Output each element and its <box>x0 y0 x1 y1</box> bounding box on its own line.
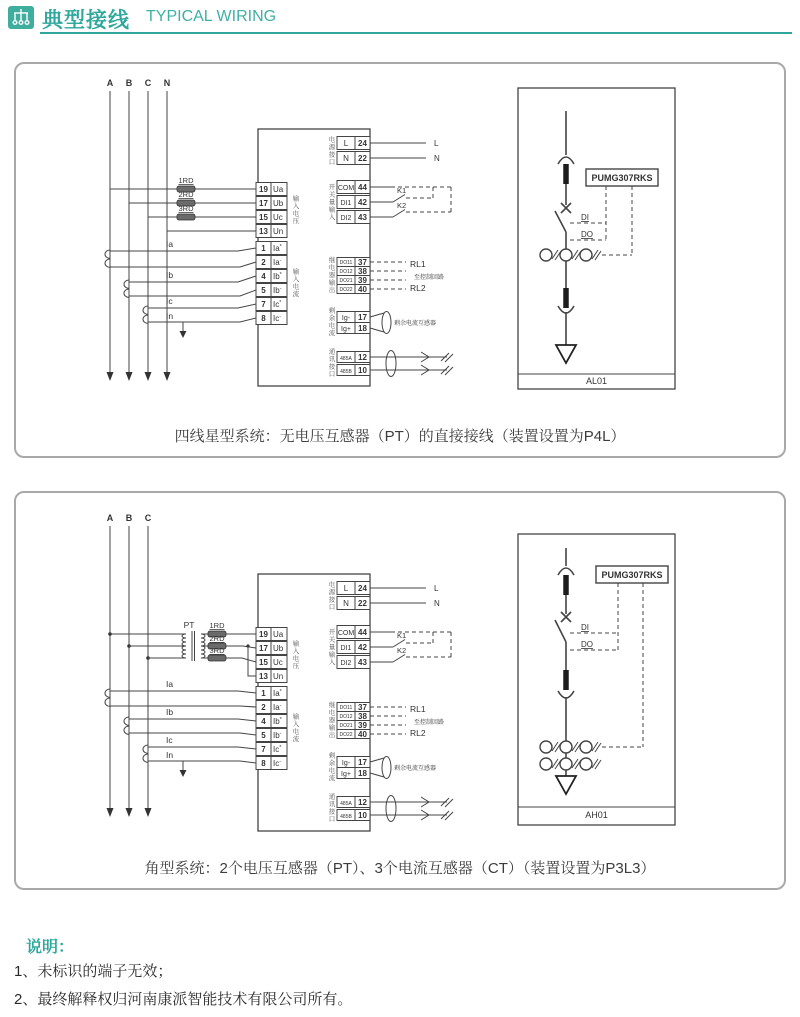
power-line-l: L <box>434 584 439 593</box>
d2-wire-ic: Ic <box>166 735 173 745</box>
term-name: DI2 <box>340 215 352 222</box>
term-no: 22 <box>358 599 367 608</box>
term-name: DO11 <box>339 705 353 711</box>
term-name: COM <box>337 185 355 192</box>
term-name: Ua <box>273 630 284 639</box>
d2-phase-b: B <box>125 513 133 523</box>
diagram2-caption: 角型系统：2个电压互感器（PT）、3个电流互感器（CT）（装置设置为P3L3） <box>144 860 656 877</box>
term-pol: * <box>279 717 282 723</box>
term-no: 1 <box>261 244 266 253</box>
term-no: 4 <box>261 272 266 281</box>
group-residual: 剩余电流 <box>327 752 335 782</box>
term-no: 2 <box>261 703 266 712</box>
term-name: Ic <box>273 300 280 309</box>
d1-wire-ia: Ia <box>166 239 174 249</box>
d1-phase-lines <box>106 78 174 381</box>
term-name: DO22 <box>339 287 353 293</box>
term-name: Ub <box>273 199 284 208</box>
term-no: 15 <box>259 213 268 222</box>
term-no: 24 <box>358 584 367 593</box>
d1-phase-c: C <box>144 78 152 88</box>
term-name: Un <box>273 227 284 236</box>
term-no: 5 <box>261 731 266 740</box>
group-comm: 通讯接口 <box>327 793 335 823</box>
term-no: 12 <box>358 798 367 807</box>
power-line-n: N <box>434 599 440 608</box>
note-item-2: 2、最终解释权归河南康派智能技术有限公司所有。 <box>14 991 353 1008</box>
group-power: 电源接口 <box>327 136 335 166</box>
term-name: DO22 <box>339 732 353 738</box>
term-no: 8 <box>261 314 266 323</box>
term-pol: * <box>279 300 282 306</box>
term-name: Ic <box>273 745 280 754</box>
wiring-icon <box>8 6 34 29</box>
term-no: 37 <box>358 258 367 267</box>
term-no: 15 <box>259 658 268 667</box>
term-name: 485A <box>340 356 352 362</box>
device-label: PUMG307RKS <box>591 173 653 183</box>
switch-k2: K2 <box>397 201 407 210</box>
d1-meter-block <box>256 129 453 386</box>
term-name: DO21 <box>339 278 353 284</box>
group-power: 电源接口 <box>327 581 335 611</box>
d2-fuse-2rd: 2RD <box>209 634 225 643</box>
pt-label: PT <box>183 620 195 630</box>
term-no: 17 <box>259 644 268 653</box>
group-current-input: 输入电流 <box>291 268 299 298</box>
term-name: Un <box>273 672 284 681</box>
term-name: Ib <box>273 731 280 740</box>
d2-phase-a: A <box>106 513 114 523</box>
term-name: Uc <box>273 658 283 667</box>
term-pol: * <box>279 745 282 751</box>
term-name: Ic <box>273 314 280 323</box>
term-no: 2 <box>261 258 266 267</box>
term-name: DO12 <box>339 714 353 720</box>
group-voltage-input: 输入电压 <box>291 640 299 670</box>
term-no: 22 <box>358 154 367 163</box>
group-comm: 通讯接口 <box>327 348 335 378</box>
term-name: DO11 <box>339 260 353 266</box>
term-no: 40 <box>358 285 367 294</box>
group-current-input: 输入电流 <box>291 713 299 743</box>
relay-note: 至控制回路 <box>414 275 445 281</box>
d2-wire-ib: Ib <box>166 707 174 717</box>
device-label: PUMG307RKS <box>601 570 663 580</box>
term-name: L <box>343 139 349 148</box>
term-no: 42 <box>358 198 367 207</box>
term-name: Ib <box>273 286 280 295</box>
term-name: Ib <box>273 717 280 726</box>
switch-k1: K1 <box>397 631 407 640</box>
residual-ct-label: 剩余电流互感器 <box>394 321 437 327</box>
residual-ct-label: 剩余电流互感器 <box>394 766 437 772</box>
diagram2-svg <box>16 493 780 851</box>
term-no: 37 <box>358 703 367 712</box>
d1-phase-b: B <box>125 78 133 88</box>
relay-note: 至控制回路 <box>414 720 445 726</box>
term-no: 43 <box>358 658 367 667</box>
term-no: 17 <box>358 313 367 322</box>
term-no: 7 <box>261 745 266 754</box>
header-underline <box>40 32 792 34</box>
do-label: DO <box>581 640 593 649</box>
do-label: DO <box>581 230 593 239</box>
d1-wire-ib: Ib <box>166 270 174 280</box>
term-pol: - <box>279 314 282 320</box>
notes-title: 说明： <box>26 939 75 956</box>
term-name: Ig- <box>341 760 351 767</box>
term-name: N <box>343 599 349 608</box>
term-name: DI1 <box>340 200 352 207</box>
group-residual: 剩余电流 <box>327 307 335 337</box>
term-no: 44 <box>358 183 367 192</box>
term-no: 17 <box>358 758 367 767</box>
term-pol: * <box>279 244 282 250</box>
term-name: 485A <box>340 801 352 807</box>
term-pol: - <box>279 703 282 709</box>
term-no: 5 <box>261 286 266 295</box>
term-name: Ic <box>273 759 280 768</box>
term-no: 13 <box>259 672 268 681</box>
d2-current-wiring <box>105 679 256 777</box>
cabinet-label: AH01 <box>585 810 608 820</box>
term-no: 18 <box>358 769 367 778</box>
diagram1-caption: 四线星型系统：无电压互感器（PT）的直接接线（装置设置为P4L） <box>174 428 626 445</box>
term-name: 485B <box>340 369 352 375</box>
d2-phase-lines <box>107 513 152 817</box>
d1-wire-in: In <box>166 311 174 321</box>
term-name: Ua <box>273 185 284 194</box>
cabinet-label: AL01 <box>585 376 608 386</box>
term-no: 1 <box>261 689 266 698</box>
term-no: 19 <box>259 630 268 639</box>
term-name: Ig+ <box>341 326 351 333</box>
term-no: 7 <box>261 300 266 309</box>
switch-k1: K1 <box>397 186 407 195</box>
d2-pt-wiring <box>108 620 256 676</box>
note-item-1: 1、未标识的端子无效； <box>14 963 173 980</box>
d1-wire-ic: Ic <box>166 296 173 306</box>
group-relay-output: 继电器输出 <box>327 256 335 294</box>
term-pol: - <box>279 731 282 737</box>
term-no: 39 <box>358 721 367 730</box>
term-no: 40 <box>358 730 367 739</box>
term-name: 485B <box>340 814 352 820</box>
term-no: 44 <box>358 628 367 637</box>
term-no: 18 <box>358 324 367 333</box>
term-no: 4 <box>261 717 266 726</box>
d2-phase-c: C <box>144 513 152 523</box>
d1-voltage-wiring <box>110 176 256 231</box>
term-name: Ia <box>273 689 280 698</box>
term-name: N <box>343 154 349 163</box>
di-label: DI <box>581 213 589 222</box>
relay-rl1: RL1 <box>410 259 426 269</box>
d2-fuse-3rd: 3RD <box>209 646 225 655</box>
term-name: Ub <box>273 644 284 653</box>
term-name: DO21 <box>339 723 353 729</box>
d2-ground-symbol <box>180 770 187 777</box>
term-no: 43 <box>358 213 367 222</box>
diagram2-box <box>14 491 786 890</box>
d1-fuse-1rd: 1RD <box>178 176 194 185</box>
term-no: 10 <box>358 366 367 375</box>
d2-wire-ia: Ia <box>166 679 174 689</box>
term-no: 24 <box>358 139 367 148</box>
d1-fuse-2rd: 2RD <box>178 190 194 199</box>
term-no: 17 <box>259 199 268 208</box>
group-voltage-input: 输入电压 <box>291 195 299 225</box>
diagram1-svg <box>16 64 780 419</box>
term-name: DI1 <box>340 645 352 652</box>
term-name: Ig- <box>341 315 351 322</box>
term-name: Ia <box>273 703 280 712</box>
d1-fuse-3rd: 3RD <box>178 204 194 213</box>
term-name: Ia <box>273 244 280 253</box>
relay-rl2: RL2 <box>410 728 426 738</box>
power-line-l: L <box>434 139 439 148</box>
term-pol: - <box>279 759 282 765</box>
d1-ground-symbol <box>180 331 187 338</box>
term-no: 8 <box>261 759 266 768</box>
term-no: 38 <box>358 267 367 276</box>
term-name: L <box>343 584 349 593</box>
di-label: DI <box>581 623 589 632</box>
d2-wire-in: In <box>166 750 174 760</box>
page-title-en: TYPICAL WIRING <box>146 8 277 25</box>
term-name: Uc <box>273 213 283 222</box>
diagram1-box <box>14 62 786 458</box>
d1-switchgear-panel <box>518 88 675 389</box>
term-no: 38 <box>358 712 367 721</box>
group-digital-input: 开关量输入 <box>327 628 335 666</box>
term-pol: * <box>279 272 282 278</box>
term-pol: - <box>279 286 282 292</box>
power-line-n: N <box>434 154 440 163</box>
term-name: DI2 <box>340 660 352 667</box>
relay-rl1: RL1 <box>410 704 426 714</box>
term-no: 13 <box>259 227 268 236</box>
group-digital-input: 开关量输入 <box>327 183 335 221</box>
term-name: COM <box>337 630 355 637</box>
d1-phase-n: N <box>163 78 171 88</box>
term-no: 39 <box>358 276 367 285</box>
switch-k2: K2 <box>397 646 407 655</box>
term-no: 10 <box>358 811 367 820</box>
term-pol: * <box>279 689 282 695</box>
term-no: 19 <box>259 185 268 194</box>
term-name: Ia <box>273 258 280 267</box>
term-no: 12 <box>358 353 367 362</box>
term-pol: - <box>279 258 282 264</box>
term-name: DO12 <box>339 269 353 275</box>
d2-fuse-1rd: 1RD <box>209 621 225 630</box>
d1-current-wiring <box>105 239 256 338</box>
d2-switchgear-panel <box>518 534 675 825</box>
d1-phase-a: A <box>106 78 114 88</box>
d2-meter-block <box>256 574 453 831</box>
group-relay-output: 继电器输出 <box>327 701 335 739</box>
relay-rl2: RL2 <box>410 283 426 293</box>
term-no: 42 <box>358 643 367 652</box>
term-name: Ib <box>273 272 280 281</box>
page-title-zh: 典型接线 <box>42 9 130 32</box>
term-name: Ig+ <box>341 771 351 778</box>
